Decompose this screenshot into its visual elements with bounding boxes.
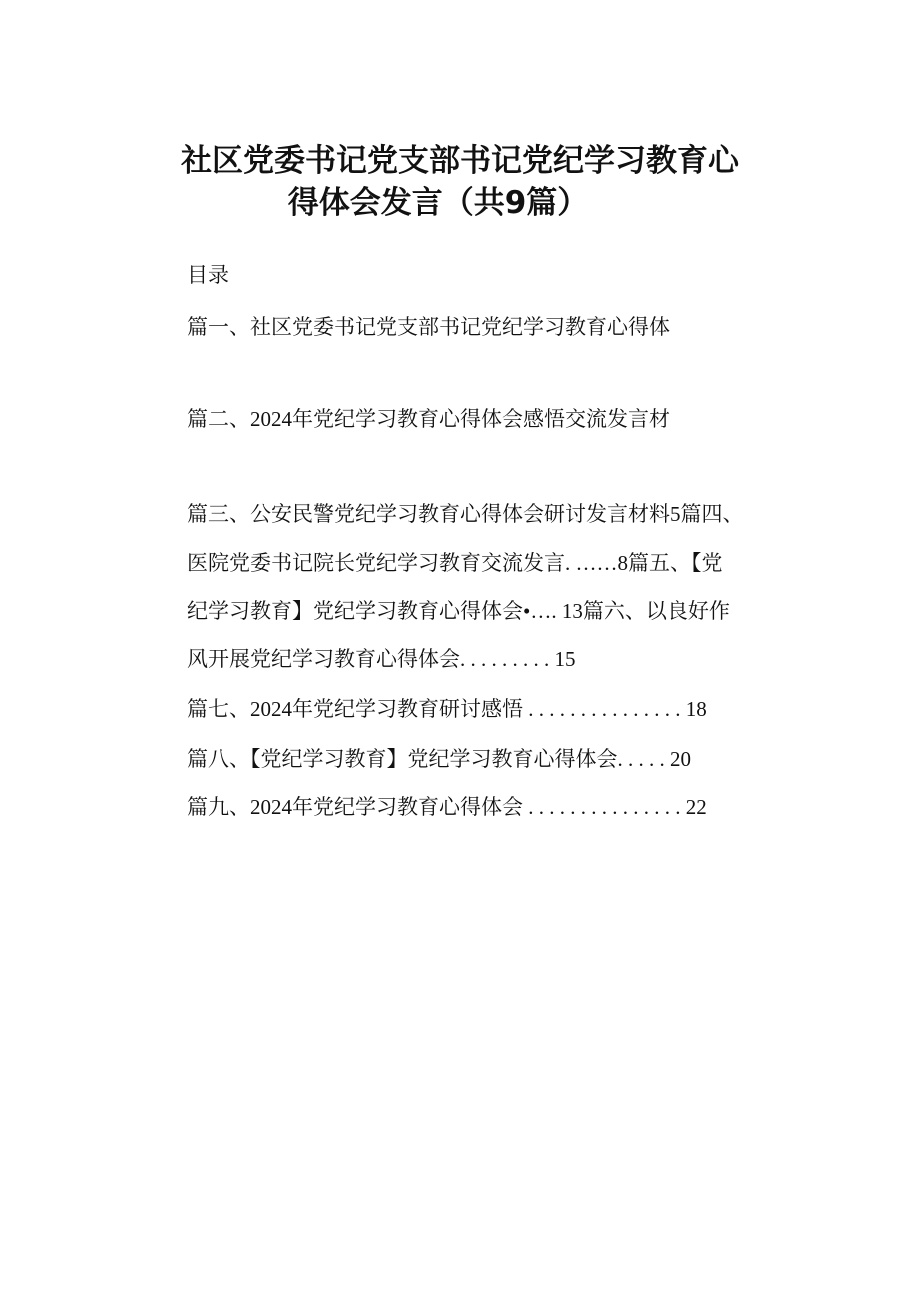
toc-line: 篇一、社区党委书记党支部书记党纪学习教育心得体 xyxy=(187,315,670,339)
title-line-2: 得体会发言（共9篇） xyxy=(287,185,589,221)
toc-line: 篇三、公安民警党纪学习教育心得体会研讨发言材料5篇四、 xyxy=(187,502,744,526)
toc-line: 纪学习教育】党纪学习教育心得体会•…. 13篇六、以良好作 xyxy=(187,599,730,623)
toc-line: 篇八、【党纪学习教育】党纪学习教育心得体会. . . . . 20 xyxy=(187,747,691,771)
document-title xyxy=(0,140,920,224)
toc-line: 篇七、2024年党纪学习教育研讨感悟 . . . . . . . . . . . . . . . 18 xyxy=(187,697,707,721)
toc-line: 篇二、2024年党纪学习教育心得体会感悟交流发言材 xyxy=(187,407,670,431)
toc-line: 医院党委书记院长党纪学习教育交流发言. ……8篇五、【党 xyxy=(187,551,723,575)
toc-line: 篇九、2024年党纪学习教育心得体会 . . . . . . . . . . . . . . . 22 xyxy=(187,795,707,819)
toc-line: 风开展党纪学习教育心得体会. . . . . . . . . 15 xyxy=(187,647,576,671)
title-line-1: 社区党委书记党支部书记党纪学习教育心 xyxy=(181,143,739,179)
toc-heading: 目录 xyxy=(187,263,229,287)
